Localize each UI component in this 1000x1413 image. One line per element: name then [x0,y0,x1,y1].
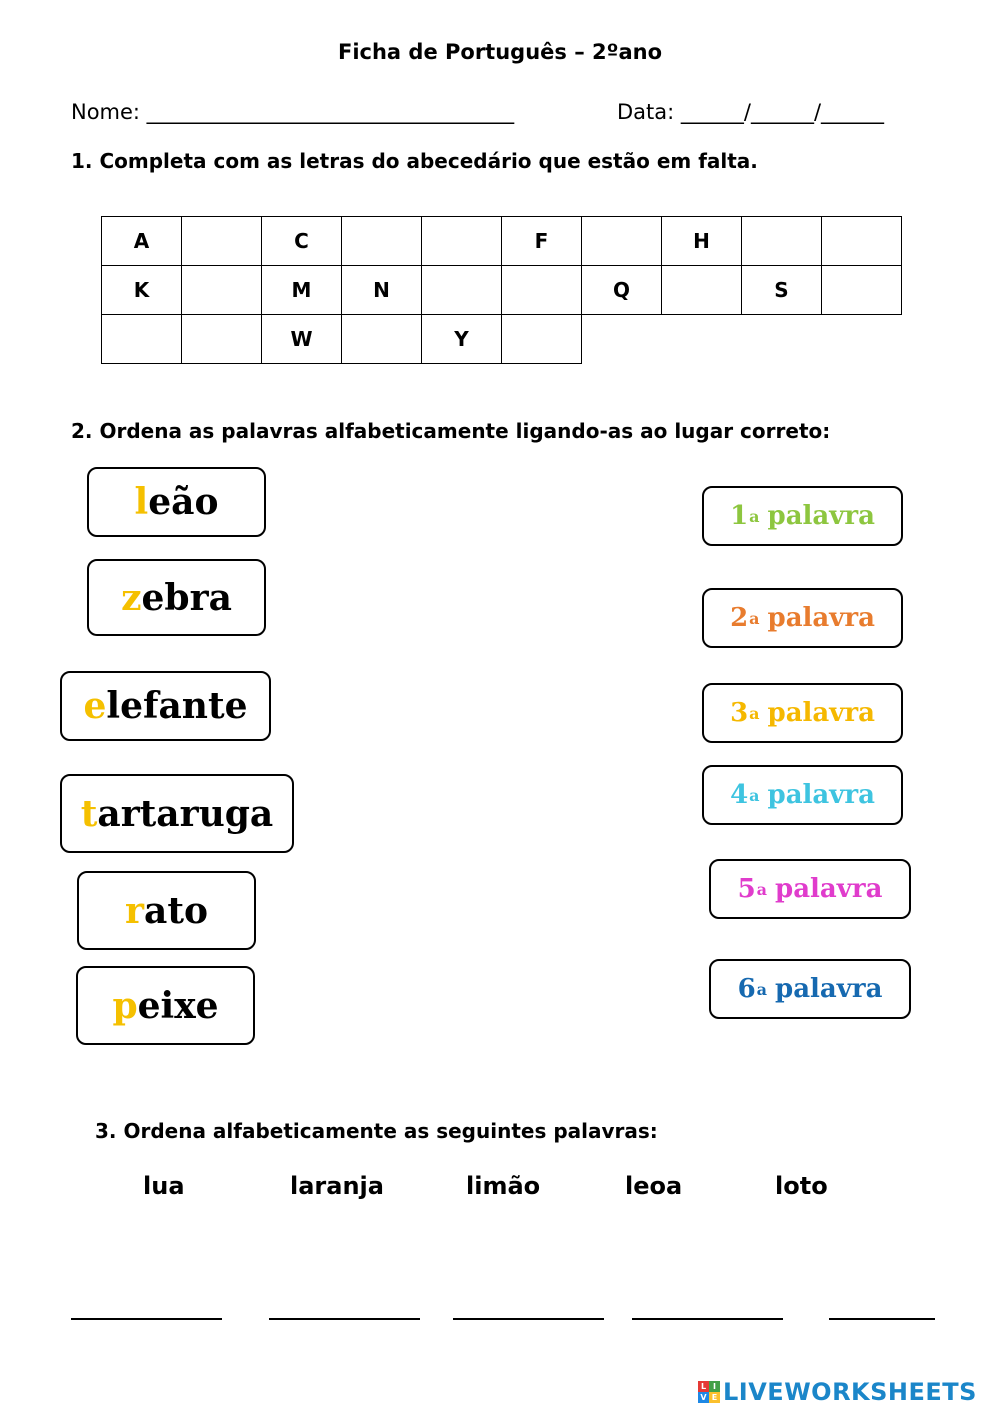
alphabet-cell[interactable]: Y [422,315,502,364]
slot-5th-word[interactable] [709,859,911,919]
slot-number: 4 [730,780,749,810]
answer-line-5[interactable] [829,1318,935,1320]
alphabet-cell[interactable]: K [102,266,182,315]
q3-word: lua [143,1172,185,1200]
slot-label: palavra [767,780,875,810]
word-rest: eão [148,481,219,523]
slot-ordinal: a [749,703,760,723]
alphabet-cell[interactable] [182,266,262,315]
slot-ordinal: a [749,506,760,526]
liveworksheets-logo [698,1378,977,1406]
date-field[interactable]: Data: ______/______/______ [617,100,885,124]
answer-line-2[interactable] [269,1318,420,1320]
slot-ordinal: a [756,879,768,899]
q3-word: loto [775,1172,828,1200]
first-letter: e [83,685,107,727]
answer-line-3[interactable] [453,1318,604,1320]
slot-ordinal: a [749,785,760,805]
slot-number: 6 [737,974,756,1004]
alphabet-row-3 [102,315,902,364]
q3-word: laranja [290,1172,384,1200]
alphabet-cell[interactable] [182,217,262,266]
slot-2nd-word[interactable] [702,588,903,648]
alphabet-table [101,216,902,364]
alphabet-cell[interactable]: H [662,217,742,266]
alphabet-cell[interactable] [102,315,182,364]
alphabet-cell[interactable]: W [262,315,342,364]
slot-label: palavra [767,603,875,633]
alphabet-cell[interactable]: S [742,266,822,315]
answer-line-4[interactable] [632,1318,783,1320]
slot-label: palavra [767,501,875,531]
slot-number: 5 [737,874,756,904]
q3-word: limão [466,1172,541,1200]
question-3-prompt: 3. Ordena alfabeticamente as seguintes palavras: [95,1119,658,1143]
logo-text: LIVEWORKSHEETS [723,1378,977,1406]
word-card-peixe[interactable] [76,966,255,1045]
alphabet-cell[interactable]: C [262,217,342,266]
word-card-leao[interactable] [87,467,266,537]
alphabet-cell[interactable] [582,217,662,266]
alphabet-cell[interactable] [662,266,742,315]
alphabet-cell[interactable] [822,217,902,266]
alphabet-cell[interactable] [502,266,582,315]
alphabet-cell[interactable]: F [502,217,582,266]
slot-ordinal: a [749,608,760,628]
slot-4th-word[interactable] [702,765,903,825]
slot-label: palavra [767,698,875,728]
name-field[interactable]: Nome: ___________________________________ [71,100,515,124]
alphabet-cell[interactable] [502,315,582,364]
slot-1st-word[interactable] [702,486,903,546]
alphabet-row-1 [102,217,902,266]
question-1-prompt: 1. Completa com as letras do abecedário que estão em falta. [71,149,758,173]
first-letter: z [121,576,142,619]
first-letter: t [80,792,98,835]
question-2-prompt: 2. Ordena as palavras alfabeticamente ligando-as ao lugar correto: [71,419,831,443]
logo-icon: L I V E [698,1381,720,1403]
first-letter: p [112,984,138,1027]
alphabet-cell[interactable]: A [102,217,182,266]
slot-number: 1 [730,501,749,531]
alphabet-cell[interactable] [422,266,502,315]
first-letter: l [134,481,149,523]
slot-ordinal: a [756,979,768,999]
alphabet-cell[interactable] [422,217,502,266]
word-rest: artaruga [97,792,274,835]
answer-line-1[interactable] [71,1318,222,1320]
alphabet-cell[interactable] [822,266,902,315]
slot-6th-word[interactable] [709,959,911,1019]
alphabet-cell[interactable]: M [262,266,342,315]
word-rest: eixe [137,984,219,1027]
alphabet-cell[interactable] [342,315,422,364]
word-card-zebra[interactable] [87,559,266,636]
page-title: Ficha de Português – 2ºano [337,40,663,64]
alphabet-cell[interactable]: Q [582,266,662,315]
q3-word: leoa [625,1172,683,1200]
word-rest: lefante [106,685,248,727]
alphabet-row-2 [102,266,902,315]
word-card-elefante[interactable] [60,671,271,741]
slot-3rd-word[interactable] [702,683,903,743]
first-letter: r [125,889,144,932]
word-card-rato[interactable] [77,871,256,950]
slot-label: palavra [775,974,883,1004]
slot-number: 2 [730,603,749,633]
slot-number: 3 [730,698,749,728]
alphabet-cell[interactable]: N [342,266,422,315]
slot-label: palavra [775,874,883,904]
word-card-tartaruga[interactable] [60,774,294,853]
alphabet-cell[interactable] [742,217,822,266]
word-rest: ebra [141,576,232,619]
alphabet-cell[interactable] [182,315,262,364]
word-rest: ato [144,889,208,932]
alphabet-cell[interactable] [342,217,422,266]
